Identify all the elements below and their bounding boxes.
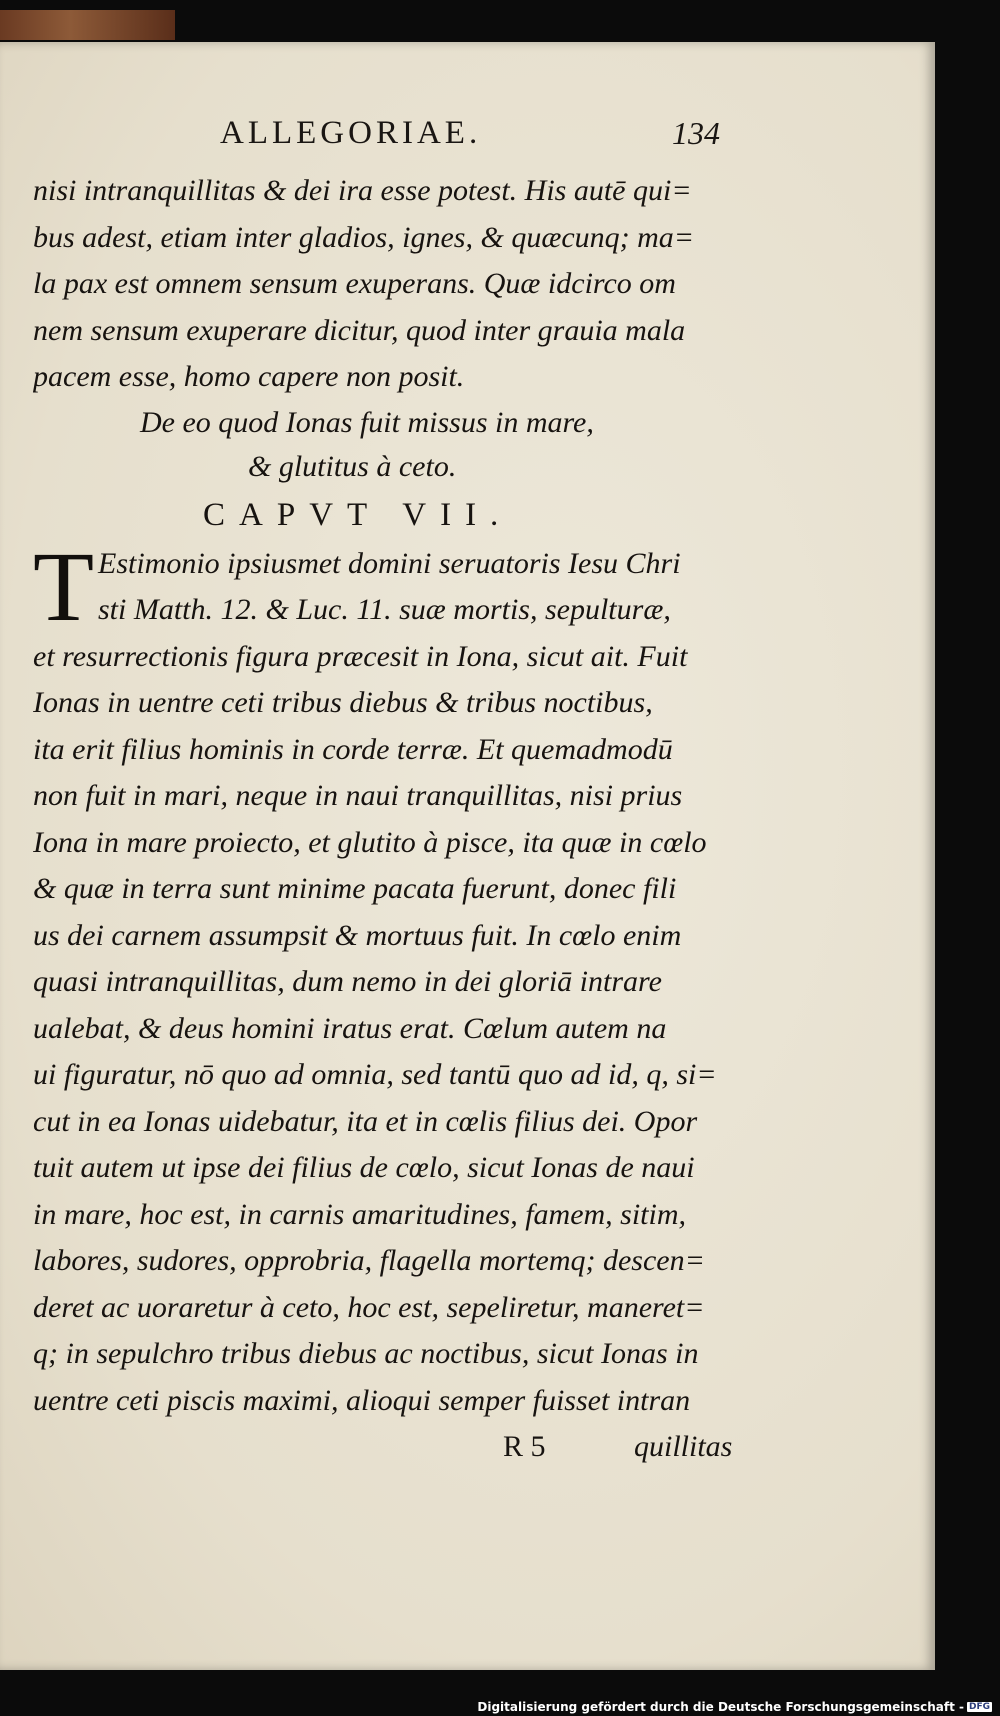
text-line: nem sensum exuperare dicitur, quod inter grauia mala bbox=[33, 313, 686, 347]
text-line: us dei carnem assumpsit & mortuus fuit. In cœlo enim bbox=[33, 918, 682, 952]
text-line: bus adest, etiam inter gladios, ignes, & quæcunq; ma= bbox=[33, 220, 695, 254]
dfg-logo-icon: DFG bbox=[968, 1702, 990, 1712]
digitization-credit bbox=[477, 1700, 992, 1714]
credit-text: Digitalisierung gefördert durch die Deutsche Forschungsgemeinschaft - bbox=[477, 1700, 964, 1714]
running-head: ALLEGORIAE. bbox=[220, 115, 482, 151]
text-line: sti Matth. 12. & Luc. 11. suæ mortis, sepulturæ, bbox=[98, 593, 671, 626]
text-line: Iona in mare proiecto, et glutito à pisce, ita quæ in cœlo bbox=[33, 825, 707, 859]
book-spine-edge bbox=[0, 10, 175, 40]
text-line: pacem esse, homo capere non posit. bbox=[33, 360, 465, 393]
signature-mark: R 5 bbox=[503, 1430, 546, 1463]
text-line: uentre ceti piscis maximi, alioqui semper fuisset intran bbox=[33, 1383, 691, 1417]
text-line: Estimonio ipsiusmet domini seruatoris Iesu Chri bbox=[98, 546, 681, 580]
text-line: & quæ in terra sunt minime pacata fuerunt, donec fili bbox=[33, 872, 677, 905]
text-line: deret ac uoraretur à ceto, hoc est, sepeliretur, maneret= bbox=[33, 1290, 705, 1324]
page-number: 134 bbox=[672, 115, 720, 151]
text-line: non fuit in mari, neque in naui tranquillitas, nisi prius bbox=[33, 779, 683, 812]
text-line: et resurrectionis figura præcesit in Iona, sicut ait. Fuit bbox=[33, 639, 688, 673]
page-header bbox=[0, 115, 935, 155]
text-line: tuit autem ut ipse dei filius de cœlo, sicut Ionas de naui bbox=[33, 1151, 695, 1184]
text-line: q; in sepulchro tribus diebus ac noctibus, sicut Ionas in bbox=[33, 1337, 699, 1370]
text-line: ualebat, & deus homini iratus erat. Cœlum autem na bbox=[33, 1011, 667, 1045]
chapter-title: CAPVT VII. bbox=[203, 496, 513, 533]
catchword-line bbox=[33, 1424, 753, 1471]
section-heading-line-2: & glutitus à ceto. bbox=[248, 449, 457, 483]
text-line: in mare, hoc est, in carnis amaritudines, famem, sitim, bbox=[33, 1197, 687, 1231]
text-line: la pax est omnem sensum exuperans. Quæ idcirco om bbox=[33, 267, 676, 300]
main-text bbox=[33, 168, 753, 1471]
catchword: quillitas bbox=[634, 1430, 733, 1463]
text-line: ita erit filius hominis in corde terræ. Et quemadmodū bbox=[33, 732, 673, 766]
text-line: labores, sudores, opprobria, flagella mortemq; descen= bbox=[33, 1244, 705, 1277]
section-heading-line-1: De eo quod Ionas fuit missus in mare, bbox=[140, 405, 594, 439]
text-line: quasi intranquillitas, dum nemo in dei gloriā intrare bbox=[33, 965, 662, 998]
text-line: Ionas in uentre ceti tribus diebus & tribus noctibus, bbox=[33, 686, 653, 719]
text-line: cut in ea Ionas uidebatur, ita et in cœlis filius dei. Opor bbox=[33, 1104, 698, 1138]
text-line: nisi intranquillitas & dei ira esse potest. His autē qui= bbox=[33, 174, 692, 207]
drop-cap: T bbox=[33, 530, 95, 642]
opening-paragraph bbox=[33, 530, 753, 642]
text-line: ui figuratur, nō quo ad omnia, sed tantū quo ad id, q, si= bbox=[33, 1058, 717, 1091]
